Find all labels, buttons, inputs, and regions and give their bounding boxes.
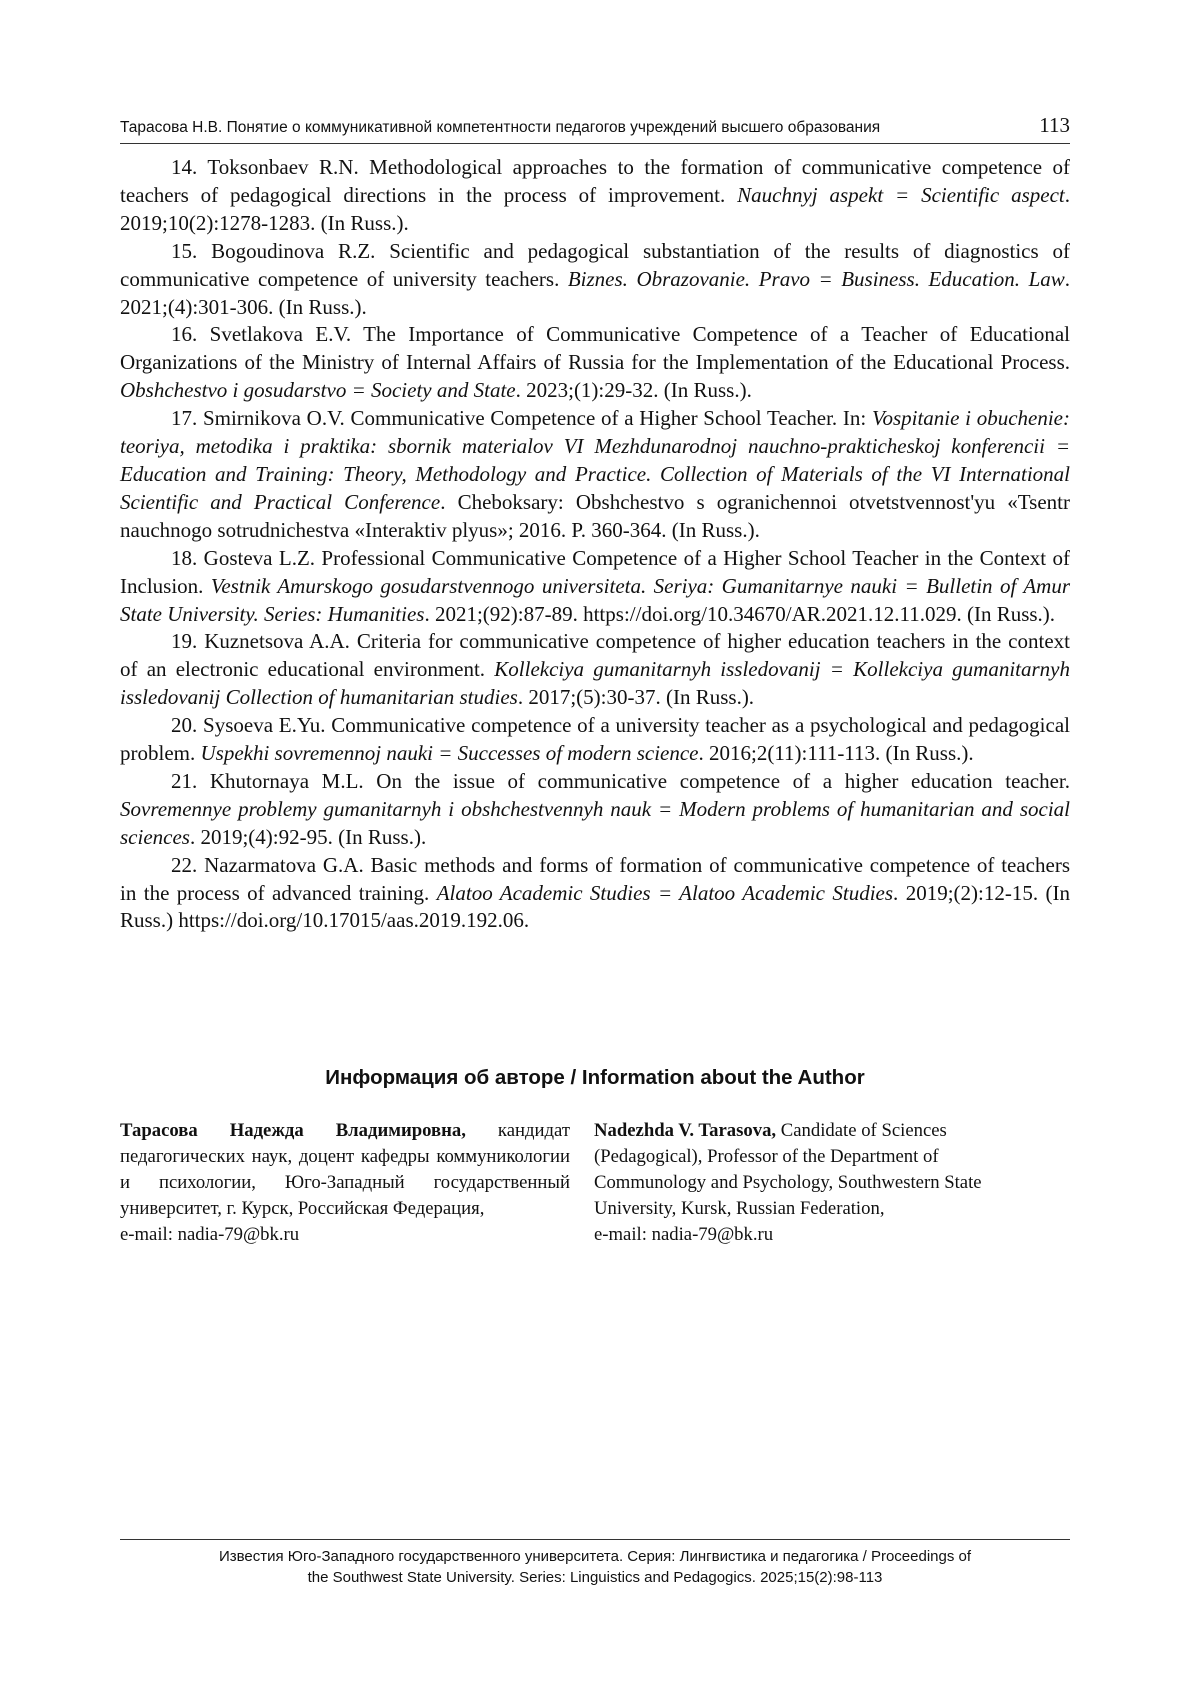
author-email-en: e-mail: nadia-79@bk.ru	[594, 1224, 774, 1245]
reference-list	[120, 154, 1070, 935]
author-details-ru: кандидат педагогических наук, доцент кафедры коммуникологии и психологии, Юго-Западный государственный университет, г. Курск, Российская Федерация,	[120, 1120, 570, 1219]
author-name-ru: Тарасова Надежда Владимировна,	[120, 1120, 466, 1141]
footer-line-1: Известия Юго-Западного государственного университета. Серия: Лингвистика и педагогика / Proceedings of	[218, 1548, 972, 1565]
running-title: Тарасова Н.В. Понятие о коммуникативной компетентности педагогов учреждений высшего образования	[120, 119, 881, 136]
reference-14: 14. Toksonbaev R.N. Methodological approaches to the formation of communicative competence of teachers of pedagogical directions in the process of improvement. Nauchnyj aspekt = Scientific aspect. 2019;10(2):1278-1283. (In Russ.).	[120, 155, 1070, 235]
reference-22: 22. Nazarmatova G.A. Basic methods and forms of formation of communicative competence of teachers in the process of advanced training. Alatoo Academic Studies = Alatoo Academic Studies. 2019;(2):12-15. (In Russ.) https://doi.org/10.17015/aas.2019.192.06.	[120, 852, 1070, 933]
author-email-ru: e-mail: nadia-79@bk.ru	[120, 1224, 300, 1245]
author-info-heading: Информация об авторе / Information about the Author	[325, 1066, 865, 1089]
journal-footer	[120, 1546, 1070, 1588]
header-rule	[120, 143, 1070, 144]
reference-18: 18. Gosteva L.Z. Professional Communicative Competence of a Higher School Teacher in the Context of Inclusion. Vestnik Amurskogo gosudarstvennogo universiteta. Seriya: Gumanitarnye nauki = Bulletin of Amur State University. Series: Humanities. 2021;(92):87-89. https://doi.org/10.34670/AR.2021.12.11.029. (In Russ.).	[120, 545, 1071, 626]
running-header	[120, 113, 1070, 138]
footer-rule	[120, 1539, 1070, 1540]
author-name-en: Nadezhda V. Tarasova,	[594, 1120, 777, 1141]
reference-20: 20. Sysoeva E.Yu. Communicative competence of a university teacher as a psychological and pedagogical problem. Uspekhi sovremennoj nauki = Successes of modern science. 2016;2(11):111-113. (In Russ.).	[120, 713, 1070, 766]
reference-21: 21. Khutornaya M.L. On the issue of communicative competence of a higher education teacher. Sovremennye problemy gumanitarnyh i obshchestvennyh nauk = Modern problems of humanitarian and social sciences. 2019;(4):92-95. (In Russ.).	[120, 768, 1070, 849]
author-info-en	[594, 1118, 1054, 1248]
page-number: 113	[1039, 113, 1070, 137]
author-info-ru	[120, 1118, 570, 1248]
footer-line-2: the Southwest State University. Series: Linguistics and Pedagogics. 2025;15(2):98-113	[307, 1569, 883, 1586]
author-details-en: Candidate of Sciences (Pedagogical), Professor of the Department of Communology and Psychology, Southwestern State University, Kursk, Russian Federation,	[594, 1120, 982, 1219]
reference-19: 19. Kuznetsova A.A. Criteria for communicative competence of higher education teachers in the context of an electronic educational environment. Kollekciya gumanitarnyh issledovanij = Kollekciya gumanitarnyh issledovanij Collection of humanitarian studies. 2017;(5):30-37. (In Russ.).	[120, 629, 1070, 710]
reference-15: 15. Bogoudinova R.Z. Scientific and pedagogical substantiation of the results of diagnostics of communicative competence of university teachers. Biznes. Obrazovanie. Pravo = Business. Education. Law. 2021;(4):301-306. (In Russ.).	[120, 238, 1071, 319]
reference-17: 17. Smirnikova O.V. Communicative Competence of a Higher School Teacher. In: Vospitanie i obuchenie: teoriya, metodika i praktika: sbornik materialov VI Mezhdunarodnoj nauchno-prakticheskoj konferencii = Education and Training: Theory, Methodology and Practice. Collection of Materials of the VI International Scientific and Practical Conference. Cheboksary: Obshchestvo s ogranichennoi otvetstvennost'yu «Tsentr nauchnogo sotrudnichestva «Interaktiv plyus»; 2016. P. 360-364. (In Russ.).	[120, 406, 1070, 542]
reference-16: 16. Svetlakova E.V. The Importance of Communicative Competence of a Teacher of Educational Organizations of the Ministry of Internal Affairs of Russia for the Implementation of the Educational Process. Obshchestvo i gosudarstvo = Society and State. 2023;(1):29-32. (In Russ.).	[120, 322, 1070, 403]
